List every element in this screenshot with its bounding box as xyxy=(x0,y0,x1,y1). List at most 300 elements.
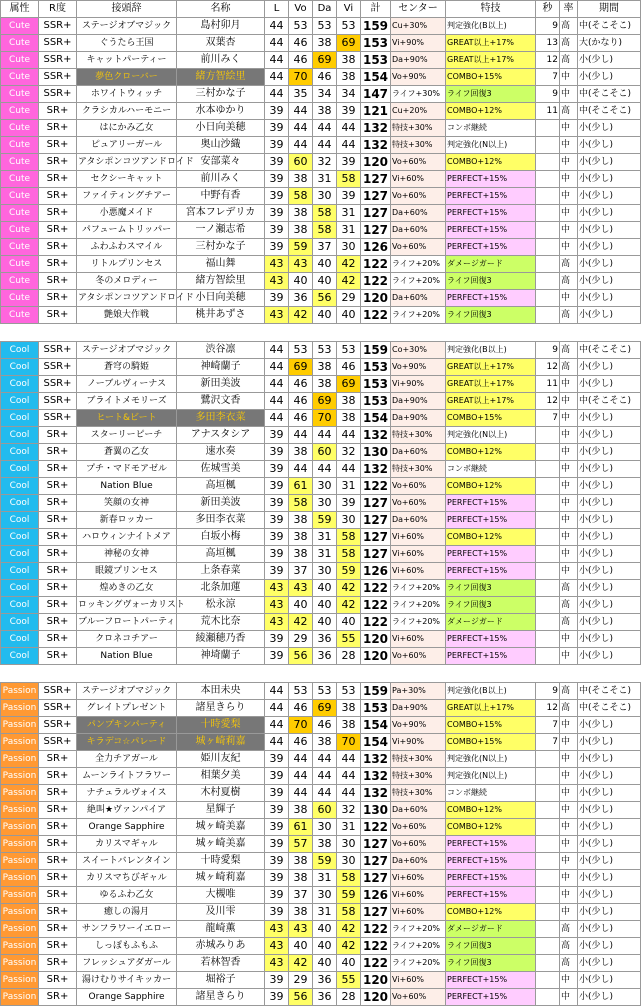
attr-cell: Cute xyxy=(1,52,39,69)
dance-cell: 30 xyxy=(313,495,337,512)
visual-cell: 53 xyxy=(337,683,361,700)
life-cell: 44 xyxy=(265,393,289,410)
center-skill-cell: Vi+60% xyxy=(391,171,446,188)
skill-cell: 判定強化(B以上) xyxy=(446,683,536,700)
interval-cell xyxy=(536,785,560,802)
duration-cell: 小(少し) xyxy=(578,222,641,239)
name-cell: 前川みく xyxy=(177,171,265,188)
title-cell: 神秘の女神 xyxy=(77,546,177,563)
visual-cell: 53 xyxy=(337,342,361,359)
duration-cell: 小(少し) xyxy=(578,376,641,393)
attr-cell: Passion xyxy=(1,887,39,904)
dance-cell: 40 xyxy=(313,955,337,972)
table-row xyxy=(1,683,641,700)
dance-cell: 40 xyxy=(313,256,337,273)
life-cell: 43 xyxy=(265,273,289,290)
interval-cell xyxy=(536,938,560,955)
name-cell: 相葉夕美 xyxy=(177,768,265,785)
attr-cell: Cute xyxy=(1,154,39,171)
dance-cell: 53 xyxy=(313,342,337,359)
rate-cell: 高 xyxy=(560,52,578,69)
header-name: 名称 xyxy=(177,1,265,18)
duration-cell: 小(少し) xyxy=(578,734,641,751)
title-cell: サンフラワーイエロー xyxy=(77,921,177,938)
attr-cell: Passion xyxy=(1,717,39,734)
vocal-cell: 44 xyxy=(289,137,313,154)
life-cell: 43 xyxy=(265,614,289,631)
total-cell: 122 xyxy=(361,478,391,495)
rate-cell: 中 xyxy=(560,478,578,495)
title-cell: ステージオブマジック xyxy=(77,342,177,359)
total-cell: 132 xyxy=(361,461,391,478)
rate-cell: 高 xyxy=(560,955,578,972)
dance-cell: 69 xyxy=(313,700,337,717)
total-cell: 122 xyxy=(361,955,391,972)
life-cell: 44 xyxy=(265,35,289,52)
skill-cell: GREAT以上+17% xyxy=(446,393,536,410)
table-row xyxy=(1,273,641,290)
name-cell: 城ヶ崎美嘉 xyxy=(177,819,265,836)
title-cell: アタシポンコツアンドロイド xyxy=(77,154,177,171)
visual-cell: 40 xyxy=(337,614,361,631)
vocal-cell: 38 xyxy=(289,529,313,546)
attr-cell: Cool xyxy=(1,410,39,427)
rarity-cell: SR+ xyxy=(39,989,77,1006)
life-cell: 44 xyxy=(265,376,289,393)
visual-cell: 69 xyxy=(337,376,361,393)
skill-cell: PERFECT+15% xyxy=(446,836,536,853)
life-cell: 39 xyxy=(265,836,289,853)
dance-cell: 59 xyxy=(313,853,337,870)
title-cell: ふわふわスマイル xyxy=(77,239,177,256)
duration-cell: 中(そこそこ) xyxy=(578,342,641,359)
name-cell: 城ヶ崎莉嘉 xyxy=(177,870,265,887)
life-cell: 39 xyxy=(265,802,289,819)
vocal-cell: 53 xyxy=(289,342,313,359)
total-cell: 127 xyxy=(361,836,391,853)
rate-cell: 中 xyxy=(560,495,578,512)
table-row xyxy=(1,239,641,256)
total-cell: 122 xyxy=(361,256,391,273)
rate-cell: 中 xyxy=(560,154,578,171)
title-cell: Orange Sapphire xyxy=(77,989,177,1006)
name-cell: 白坂小梅 xyxy=(177,529,265,546)
vocal-cell: 44 xyxy=(289,427,313,444)
total-cell: 122 xyxy=(361,273,391,290)
table-row xyxy=(1,546,641,563)
interval-cell: 12 xyxy=(536,393,560,410)
vocal-cell: 42 xyxy=(289,955,313,972)
attr-cell: Cute xyxy=(1,137,39,154)
table-row xyxy=(1,35,641,52)
interval-cell xyxy=(536,887,560,904)
interval-cell xyxy=(536,478,560,495)
visual-cell: 30 xyxy=(337,836,361,853)
duration-cell: 小(少し) xyxy=(578,972,641,989)
header-skill: 特技 xyxy=(446,1,536,18)
interval-cell: 11 xyxy=(536,376,560,393)
vocal-cell: 38 xyxy=(289,444,313,461)
interval-cell xyxy=(536,802,560,819)
title-cell: プチ・マドモアゼル xyxy=(77,461,177,478)
rate-cell: 高 xyxy=(560,683,578,700)
center-skill-cell: Vo+60% xyxy=(391,478,446,495)
vocal-cell: 56 xyxy=(289,989,313,1006)
total-cell: 127 xyxy=(361,188,391,205)
interval-cell: 9 xyxy=(536,86,560,103)
total-cell: 154 xyxy=(361,69,391,86)
rate-cell: 中 xyxy=(560,870,578,887)
visual-cell: 59 xyxy=(337,563,361,580)
visual-cell: 38 xyxy=(337,717,361,734)
rarity-cell: SSR+ xyxy=(39,359,77,376)
table-row xyxy=(1,734,641,751)
vocal-cell: 70 xyxy=(289,717,313,734)
duration-cell: 小(少し) xyxy=(578,529,641,546)
table-row xyxy=(1,171,641,188)
center-skill-cell: Vo+60% xyxy=(391,239,446,256)
title-cell: 蒼穹の騎姫 xyxy=(77,359,177,376)
center-skill-cell: Vi+90% xyxy=(391,376,446,393)
header-rate: 率 xyxy=(560,1,578,18)
interval-cell xyxy=(536,290,560,307)
duration-cell: 小(少し) xyxy=(578,239,641,256)
center-skill-cell: ライフ+20% xyxy=(391,921,446,938)
total-cell: 153 xyxy=(361,35,391,52)
center-skill-cell: Pa+30% xyxy=(391,683,446,700)
total-cell: 130 xyxy=(361,802,391,819)
interval-cell: 12 xyxy=(536,52,560,69)
vocal-cell: 38 xyxy=(289,853,313,870)
title-cell: 小悪魔メイド xyxy=(77,205,177,222)
rate-cell: 中 xyxy=(560,546,578,563)
table-row xyxy=(1,512,641,529)
dance-cell: 37 xyxy=(313,239,337,256)
attr-cell: Cute xyxy=(1,239,39,256)
dance-cell: 40 xyxy=(313,597,337,614)
attr-cell: Cool xyxy=(1,393,39,410)
total-cell: 127 xyxy=(361,512,391,529)
total-cell: 127 xyxy=(361,495,391,512)
rarity-cell: SR+ xyxy=(39,887,77,904)
life-cell: 39 xyxy=(265,154,289,171)
attr-cell: Passion xyxy=(1,683,39,700)
table-row xyxy=(1,751,641,768)
table-row xyxy=(1,69,641,86)
skill-cell: PERFECT+15% xyxy=(446,989,536,1006)
rate-cell: 中 xyxy=(560,972,578,989)
rate-cell: 高 xyxy=(560,307,578,324)
rate-cell: 高 xyxy=(560,342,578,359)
total-cell: 122 xyxy=(361,614,391,631)
life-cell: 39 xyxy=(265,768,289,785)
life-cell: 39 xyxy=(265,563,289,580)
rate-cell: 中 xyxy=(560,120,578,137)
life-cell: 44 xyxy=(265,86,289,103)
name-cell: 宮本フレデリカ xyxy=(177,205,265,222)
center-skill-cell: Co+30% xyxy=(391,342,446,359)
center-skill-cell: Da+60% xyxy=(391,222,446,239)
title-cell: 冬のメロディー xyxy=(77,273,177,290)
rarity-cell: SR+ xyxy=(39,870,77,887)
duration-cell: 大(かなり) xyxy=(578,35,641,52)
rarity-cell: SSR+ xyxy=(39,700,77,717)
dance-cell: 38 xyxy=(313,376,337,393)
attr-cell: Cute xyxy=(1,35,39,52)
life-cell: 39 xyxy=(265,171,289,188)
name-cell: 堀裕子 xyxy=(177,972,265,989)
rate-cell: 中 xyxy=(560,393,578,410)
dance-cell: 34 xyxy=(313,86,337,103)
interval-cell: 12 xyxy=(536,359,560,376)
rarity-cell: SR+ xyxy=(39,580,77,597)
title-cell: ナチュラルヴォイス xyxy=(77,785,177,802)
total-cell: 132 xyxy=(361,768,391,785)
interval-cell xyxy=(536,580,560,597)
table-row xyxy=(1,717,641,734)
rarity-cell: SR+ xyxy=(39,461,77,478)
interval-cell: 9 xyxy=(536,683,560,700)
rate-cell: 中 xyxy=(560,188,578,205)
attr-cell: Cool xyxy=(1,563,39,580)
header-row xyxy=(1,1,641,18)
life-cell: 39 xyxy=(265,461,289,478)
title-cell: アタシポンコツアンドロイド xyxy=(77,290,177,307)
name-cell: 北条加蓮 xyxy=(177,580,265,597)
rarity-cell: SR+ xyxy=(39,478,77,495)
title-cell: ホワイトウィッチ xyxy=(77,86,177,103)
vocal-cell: 58 xyxy=(289,188,313,205)
name-cell: 一ノ瀬志希 xyxy=(177,222,265,239)
center-skill-cell: Da+90% xyxy=(391,393,446,410)
visual-cell: 31 xyxy=(337,222,361,239)
vocal-cell: 38 xyxy=(289,171,313,188)
table-row xyxy=(1,342,641,359)
name-cell: 高垣楓 xyxy=(177,546,265,563)
skill-cell: ライフ回復3 xyxy=(446,597,536,614)
visual-cell: 40 xyxy=(337,955,361,972)
title-cell: セクシーキャット xyxy=(77,171,177,188)
name-cell: 多田李衣菜 xyxy=(177,410,265,427)
vocal-cell: 59 xyxy=(289,239,313,256)
skill-cell: PERFECT+15% xyxy=(446,188,536,205)
rate-cell: 中 xyxy=(560,410,578,427)
skill-cell: ライフ回復3 xyxy=(446,307,536,324)
name-cell: 及川雫 xyxy=(177,904,265,921)
duration-cell: 小(少し) xyxy=(578,563,641,580)
total-cell: 127 xyxy=(361,205,391,222)
title-cell: Orange Sapphire xyxy=(77,819,177,836)
visual-cell: 39 xyxy=(337,495,361,512)
total-cell: 120 xyxy=(361,972,391,989)
vocal-cell: 44 xyxy=(289,461,313,478)
total-cell: 120 xyxy=(361,631,391,648)
center-skill-cell: Vi+60% xyxy=(391,631,446,648)
interval-cell: 7 xyxy=(536,69,560,86)
total-cell: 132 xyxy=(361,785,391,802)
total-cell: 126 xyxy=(361,563,391,580)
name-cell: 上条春菜 xyxy=(177,563,265,580)
life-cell: 39 xyxy=(265,972,289,989)
group-separator xyxy=(1,324,641,342)
table-row xyxy=(1,972,641,989)
table-row xyxy=(1,921,641,938)
dance-cell: 53 xyxy=(313,18,337,35)
attr-cell: Cool xyxy=(1,614,39,631)
visual-cell: 44 xyxy=(337,751,361,768)
skill-cell: PERFECT+15% xyxy=(446,972,536,989)
table-row xyxy=(1,154,641,171)
rarity-cell: SSR+ xyxy=(39,18,77,35)
life-cell: 39 xyxy=(265,205,289,222)
title-cell: ゆるふわ乙女 xyxy=(77,887,177,904)
duration-cell: 中(そこそこ) xyxy=(578,700,641,717)
visual-cell: 44 xyxy=(337,120,361,137)
attr-cell: Passion xyxy=(1,734,39,751)
dance-cell: 44 xyxy=(313,768,337,785)
visual-cell: 32 xyxy=(337,444,361,461)
skill-cell: ライフ回復3 xyxy=(446,955,536,972)
center-skill-cell: Da+60% xyxy=(391,853,446,870)
title-cell: ハロウィンナイトメア xyxy=(77,529,177,546)
table-row xyxy=(1,648,641,665)
rarity-cell: SR+ xyxy=(39,256,77,273)
vocal-cell: 46 xyxy=(289,393,313,410)
table-row xyxy=(1,290,641,307)
rarity-cell: SR+ xyxy=(39,103,77,120)
rate-cell: 中 xyxy=(560,86,578,103)
title-cell: ピュアリーガール xyxy=(77,137,177,154)
total-cell: 120 xyxy=(361,154,391,171)
interval-cell: 12 xyxy=(536,700,560,717)
life-cell: 39 xyxy=(265,631,289,648)
visual-cell: 32 xyxy=(337,802,361,819)
interval-cell xyxy=(536,853,560,870)
vocal-cell: 53 xyxy=(289,18,313,35)
skill-cell: PERFECT+15% xyxy=(446,239,536,256)
visual-cell: 44 xyxy=(337,768,361,785)
title-cell: スターリーピーチ xyxy=(77,427,177,444)
rate-cell: 中 xyxy=(560,734,578,751)
interval-cell xyxy=(536,904,560,921)
visual-cell: 29 xyxy=(337,290,361,307)
life-cell: 39 xyxy=(265,222,289,239)
life-cell: 39 xyxy=(265,546,289,563)
vocal-cell: 38 xyxy=(289,205,313,222)
rarity-cell: SR+ xyxy=(39,154,77,171)
skill-cell: GREAT以上+17% xyxy=(446,35,536,52)
visual-cell: 31 xyxy=(337,478,361,495)
dance-cell: 44 xyxy=(313,785,337,802)
center-skill-cell: 特技+30% xyxy=(391,120,446,137)
interval-cell xyxy=(536,307,560,324)
center-skill-cell: Vo+90% xyxy=(391,359,446,376)
rarity-cell: SR+ xyxy=(39,273,77,290)
rate-cell: 中 xyxy=(560,444,578,461)
interval-cell xyxy=(536,921,560,938)
interval-cell xyxy=(536,614,560,631)
rate-cell: 中 xyxy=(560,819,578,836)
visual-cell: 39 xyxy=(337,154,361,171)
rarity-cell: SSR+ xyxy=(39,342,77,359)
total-cell: 122 xyxy=(361,938,391,955)
rarity-cell: SR+ xyxy=(39,955,77,972)
table-row xyxy=(1,205,641,222)
title-cell: 眼鏡プリンセス xyxy=(77,563,177,580)
rate-cell: 高 xyxy=(560,273,578,290)
attr-cell: Cute xyxy=(1,273,39,290)
dance-cell: 30 xyxy=(313,478,337,495)
duration-cell: 小(少し) xyxy=(578,870,641,887)
skill-cell: PERFECT+15% xyxy=(446,512,536,529)
title-cell: 笑顔の女神 xyxy=(77,495,177,512)
dance-cell: 30 xyxy=(313,563,337,580)
dance-cell: 59 xyxy=(313,512,337,529)
dance-cell: 31 xyxy=(313,904,337,921)
table-row xyxy=(1,887,641,904)
rate-cell: 高 xyxy=(560,256,578,273)
name-cell: 前川みく xyxy=(177,52,265,69)
life-cell: 39 xyxy=(265,239,289,256)
duration-cell: 小(少し) xyxy=(578,137,641,154)
vocal-cell: 37 xyxy=(289,887,313,904)
life-cell: 39 xyxy=(265,887,289,904)
vocal-cell: 61 xyxy=(289,819,313,836)
center-skill-cell: Vo+60% xyxy=(391,188,446,205)
attr-cell: Passion xyxy=(1,768,39,785)
rate-cell: 中 xyxy=(560,427,578,444)
dance-cell: 38 xyxy=(313,103,337,120)
title-cell: ロッキングヴォーカリスト xyxy=(77,597,177,614)
dance-cell: 31 xyxy=(313,529,337,546)
table-row xyxy=(1,836,641,853)
attr-cell: Passion xyxy=(1,870,39,887)
duration-cell: 小(少し) xyxy=(578,648,641,665)
name-cell: 緒方智絵里 xyxy=(177,273,265,290)
duration-cell: 小(少し) xyxy=(578,188,641,205)
duration-cell: 小(少し) xyxy=(578,955,641,972)
rate-cell: 中 xyxy=(560,836,578,853)
visual-cell: 42 xyxy=(337,921,361,938)
table-body xyxy=(1,1,641,1006)
dance-cell: 40 xyxy=(313,307,337,324)
life-cell: 39 xyxy=(265,989,289,1006)
attr-cell: Passion xyxy=(1,785,39,802)
interval-cell: 9 xyxy=(536,342,560,359)
skill-cell: COMBO+12% xyxy=(446,802,536,819)
duration-cell: 小(少し) xyxy=(578,205,641,222)
visual-cell: 28 xyxy=(337,989,361,1006)
rarity-cell: SSR+ xyxy=(39,86,77,103)
title-cell: クラシカルハーモニー xyxy=(77,103,177,120)
life-cell: 44 xyxy=(265,700,289,717)
duration-cell: 小(少し) xyxy=(578,478,641,495)
dance-cell: 53 xyxy=(313,683,337,700)
attr-cell: Cute xyxy=(1,86,39,103)
rate-cell: 高 xyxy=(560,938,578,955)
header-vo: Vo xyxy=(289,1,313,18)
interval-cell xyxy=(536,273,560,290)
rate-cell: 中 xyxy=(560,989,578,1006)
skill-cell: COMBO+15% xyxy=(446,717,536,734)
rarity-cell: SSR+ xyxy=(39,376,77,393)
total-cell: 122 xyxy=(361,921,391,938)
dance-cell: 31 xyxy=(313,546,337,563)
skill-cell: COMBO+15% xyxy=(446,69,536,86)
name-cell: 島村卯月 xyxy=(177,18,265,35)
skill-cell: PERFECT+15% xyxy=(446,853,536,870)
name-cell: 多田李衣菜 xyxy=(177,512,265,529)
